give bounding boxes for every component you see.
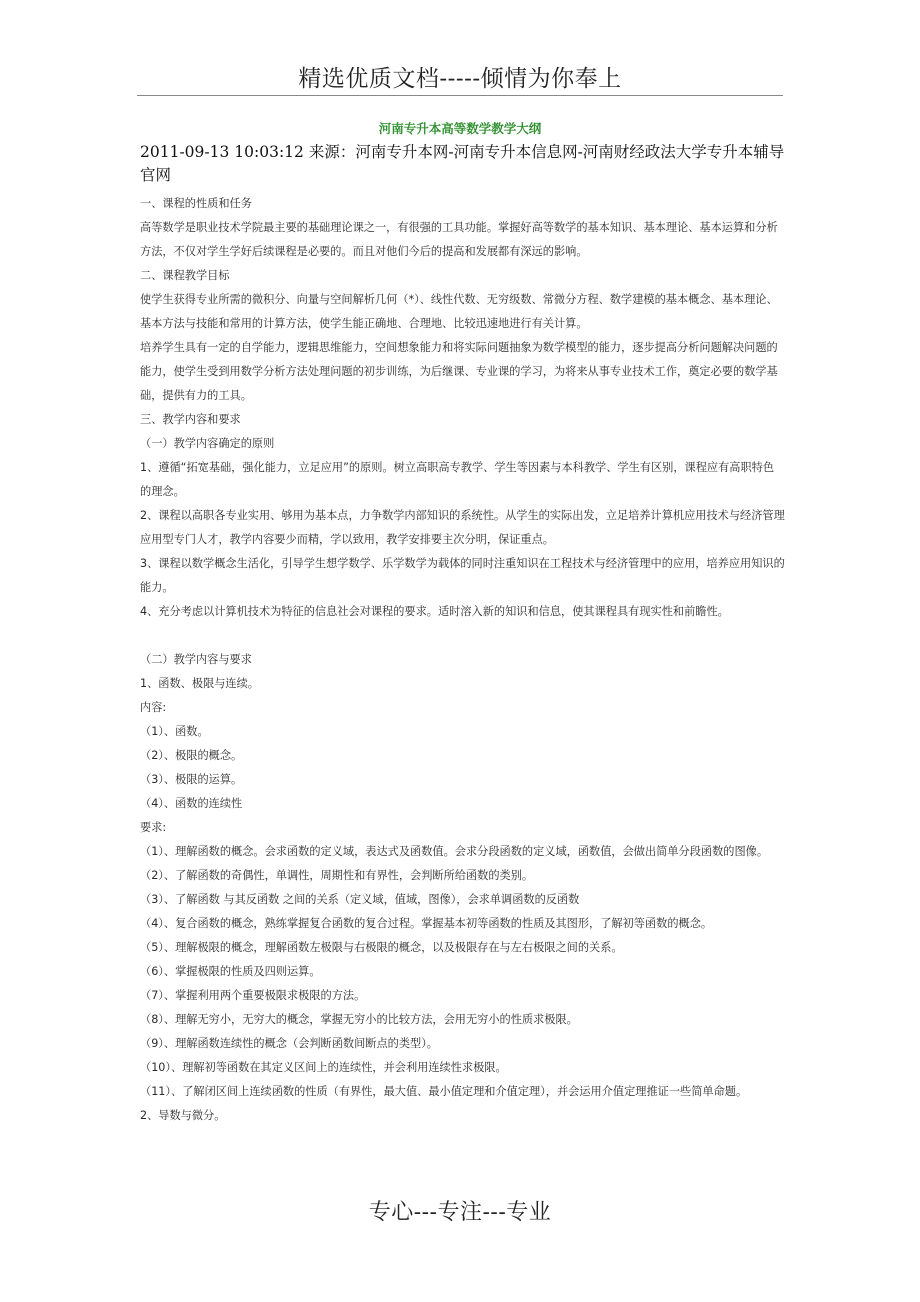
paragraph: （7）、掌握利用两个重要极限求极限的方法。 (140, 989, 366, 1002)
paragraph: 4、充分考虑以计算机技术为特征的信息社会对课程的要求。适时溶入新的知识和信息，使其课程具有现实性和前瞻性。 (140, 605, 729, 618)
paragraph: （8）、理解无穷小，无穷大的概念，掌握无穷小的比较方法，会用无穷小的性质求极限。 (140, 1013, 578, 1026)
paragraph: 三、教学内容和要求 (140, 413, 241, 426)
paragraph: 要求: (140, 821, 167, 834)
paragraph: 使学生获得专业所需的微积分、向量与空间解析几何（*）、线性代数、无穷级数、常微分方程、数学建模的基本概念、基本理论、基本方法与技能和常用的计算方法，使学生能正确地、合理地、比较迅速地进行有关计算。 (140, 293, 778, 330)
paragraph: （3）、极限的运算。 (140, 773, 243, 786)
paragraph: （4）、函数的连续性 (140, 797, 243, 810)
paragraph-spacer (140, 624, 785, 648)
paragraph: 2、导数与微分。 (140, 1109, 226, 1122)
paragraph: 内容: (140, 701, 167, 714)
paragraph: 1、函数、极限与连续。 (140, 677, 259, 690)
paragraph: （5）、理解极限的概念，理解函数左极限与右极限的概念，以及极限存在与左右极限之间的关系。 (140, 941, 623, 954)
paragraph: （9）、理解函数连续性的概念（会判断函数间断点的类型）。 (140, 1037, 438, 1050)
paragraph: （10）、理解初等函数在其定义区间上的连续性，并会利用连续性求极限。 (140, 1061, 507, 1074)
header-divider (137, 95, 783, 96)
page-header: 精选优质文档-----倾情为你奉上 (298, 66, 622, 92)
paragraph: （2）、了解函数的奇偶性，单调性，周期性和有界性，会判断所给函数的类别。 (140, 869, 534, 882)
paragraph: 3、课程以数学概念生活化，引导学生想学数学、乐学数学为载体的同时注重知识在工程技术与经济管理中的应用，培养应用知识的能力。 (140, 557, 785, 594)
paragraph: 一、课程的性质和任务 (140, 197, 252, 210)
paragraph: （1）、函数。 (140, 725, 209, 738)
paragraph: （6）、掌握极限的性质及四则运算。 (140, 965, 321, 978)
article-body (140, 192, 785, 1128)
paragraph: （1）、理解函数的概念。会求函数的定义域，表达式及函数值。会求分段函数的定义域，函数值，会做出简单分段函数的图像。 (140, 845, 769, 858)
document-title: 河南专升本高等数学教学大纲 (378, 121, 542, 136)
paragraph: 培养学生具有一定的自学能力，逻辑思维能力，空间想象能力和将实际问题抽象为数学模型的能力，逐步提高分析问题解决问题的能力，使学生受到用数学分析方法处理问题的初步训练，为后继课、专业课的学习，为将来从事专业技术工作，奠定必要的数学基础，提供有力的工具。 (140, 341, 778, 402)
paragraph: （3）、了解函数 与其反函数 之间的关系（定义域，值域，图像），会求单调函数的反函数 (140, 893, 580, 906)
paragraph: （一）教学内容确定的原则 (140, 437, 275, 450)
paragraph: （二）教学内容与要求 (140, 653, 252, 666)
paragraph: （11）、了解闭区间上连续函数的性质（有界性，最大值、最小值定理和介值定理），并会运用介值定理推证一些简单命题。 (140, 1085, 748, 1098)
paragraph: 高等数学是职业技术学院最主要的基础理论课之一，有很强的工具功能。掌握好高等数学的基本知识、基本理论、基本运算和分析方法，不仅对学生学好后续课程是必要的。而且对他们今后的提高和发展都有深远的影响。 (140, 221, 778, 258)
paragraph: （4）、复合函数的概念，熟练掌握复合函数的复合过程。掌握基本初等函数的性质及其图形，了解初等函数的概念。 (140, 917, 713, 930)
paragraph: 1、遵循“拓宽基础，强化能力，立足应用”的原则。树立高职高专教学、学生等因素与本科教学、学生有区别，课程应有高职特色的理念。 (140, 461, 775, 498)
paragraph: （2）、极限的概念。 (140, 749, 243, 762)
paragraph: 二、课程教学目标 (140, 269, 230, 282)
page-footer: 专心---专注---专业 (368, 1200, 552, 1225)
article-meta: 2011-09-13 10:03:12 来源：河南专升本网-河南专升本信息网-河南财经政法大学专升本辅导官网 (140, 143, 785, 184)
paragraph: 2、课程以高职各专业实用、够用为基本点，力争数学内部知识的系统性。从学生的实际出发，立足培养计算机应用技术与经济管理应用型专门人才，教学内容要少而精，学以致用，教学安排要主次分明，保证重点。 (140, 509, 785, 546)
